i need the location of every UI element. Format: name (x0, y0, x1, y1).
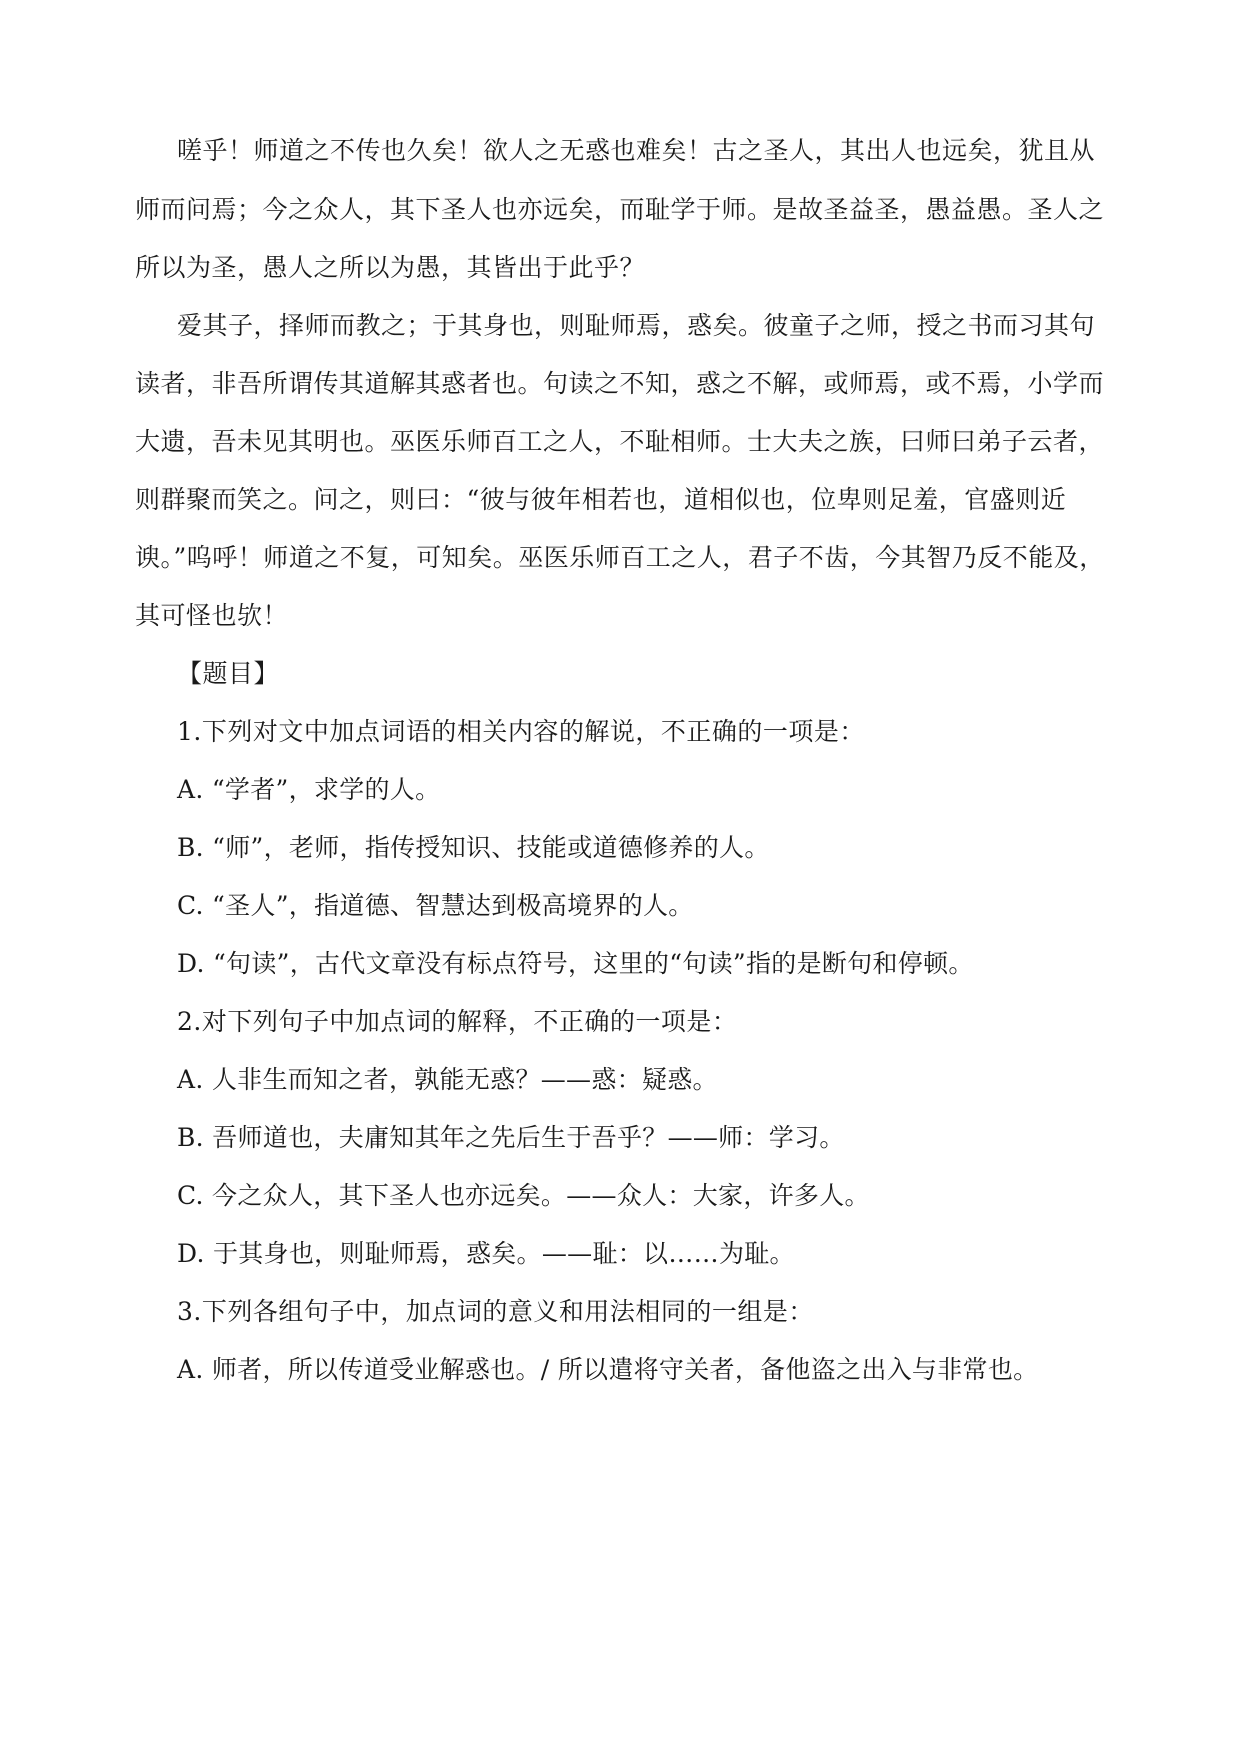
passage-p2-line-4: 则群聚而笑之。问之，则曰：“彼与彼年相若也，道相似也，位卑则足羞，官盛则近 (135, 485, 1067, 514)
passage-p2-line-1: 爱其子，择师而教之；于其身也，则耻师焉，惑矣。彼童子之师，授之书而习其句 (177, 311, 1096, 340)
questions-heading: 【题目】 (177, 659, 280, 688)
question-2-option-d: D. 于其身也，则耻师焉，惑矣。——耻：以……为耻。 (177, 1239, 795, 1268)
question-2-option-b: B. 吾师道也，夫庸知其年之先后生于吾乎？——师：学习。 (177, 1123, 845, 1152)
passage-p2-line-6: 其可怪也欤！ (135, 601, 289, 630)
question-3-stem: 3.下列各组句子中，加点词的意义和用法相同的一组是： (177, 1297, 814, 1326)
question-3-option-a: A. 师者，所以传道受业解惑也。/ 所以遣将守关者，备他盗之出入与非常也。 (177, 1355, 1039, 1384)
question-1-option-c: C. “圣人”，指道德、智慧达到极高境界的人。 (177, 891, 694, 920)
passage-p1-line-3: 所以为圣，愚人之所以为愚，其皆出于此乎？ (135, 253, 646, 282)
question-1-option-b: B. “师”，老师，指传授知识、技能或道德修养的人。 (177, 833, 770, 862)
passage-p1-line-1: 嗟乎！师道之不传也久矣！欲人之无惑也难矣！古之圣人，其出人也远矣，犹且从 (177, 136, 1096, 165)
passage-p2-line-3: 大遗，吾未见其明也。巫医乐师百工之人，不耻相师。士大夫之族，曰师曰弟子云者， (135, 427, 1105, 456)
question-2-stem: 2.对下列句子中加点词的解释，不正确的一项是： (177, 1007, 738, 1036)
question-1-option-d: D. “句读”，古代文章没有标点符号，这里的“句读”指的是断句和停顿。 (177, 949, 974, 978)
passage-p2-line-2: 读者，非吾所谓传其道解其惑者也。句读之不知，惑之不解，或师焉，或不焉，小学而 (135, 369, 1105, 398)
question-2-option-a: A. 人非生而知之者，孰能无惑？——惑：疑惑。 (177, 1065, 718, 1094)
passage-p2-line-5: 谀。”呜呼！师道之不复，可知矣。巫医乐师百工之人，君子不齿，今其智乃反不能及， (135, 543, 1105, 572)
question-2-option-c: C. 今之众人，其下圣人也亦远矣。——众人：大家，许多人。 (177, 1181, 870, 1210)
question-1-option-a: A. “学者”，求学的人。 (177, 775, 441, 804)
passage-p1-line-2: 师而问焉；今之众人，其下圣人也亦远矣，而耻学于师。是故圣益圣，愚益愚。圣人之 (135, 195, 1105, 224)
question-1-stem: 1.下列对文中加点词语的相关内容的解说，不正确的一项是： (177, 717, 865, 746)
